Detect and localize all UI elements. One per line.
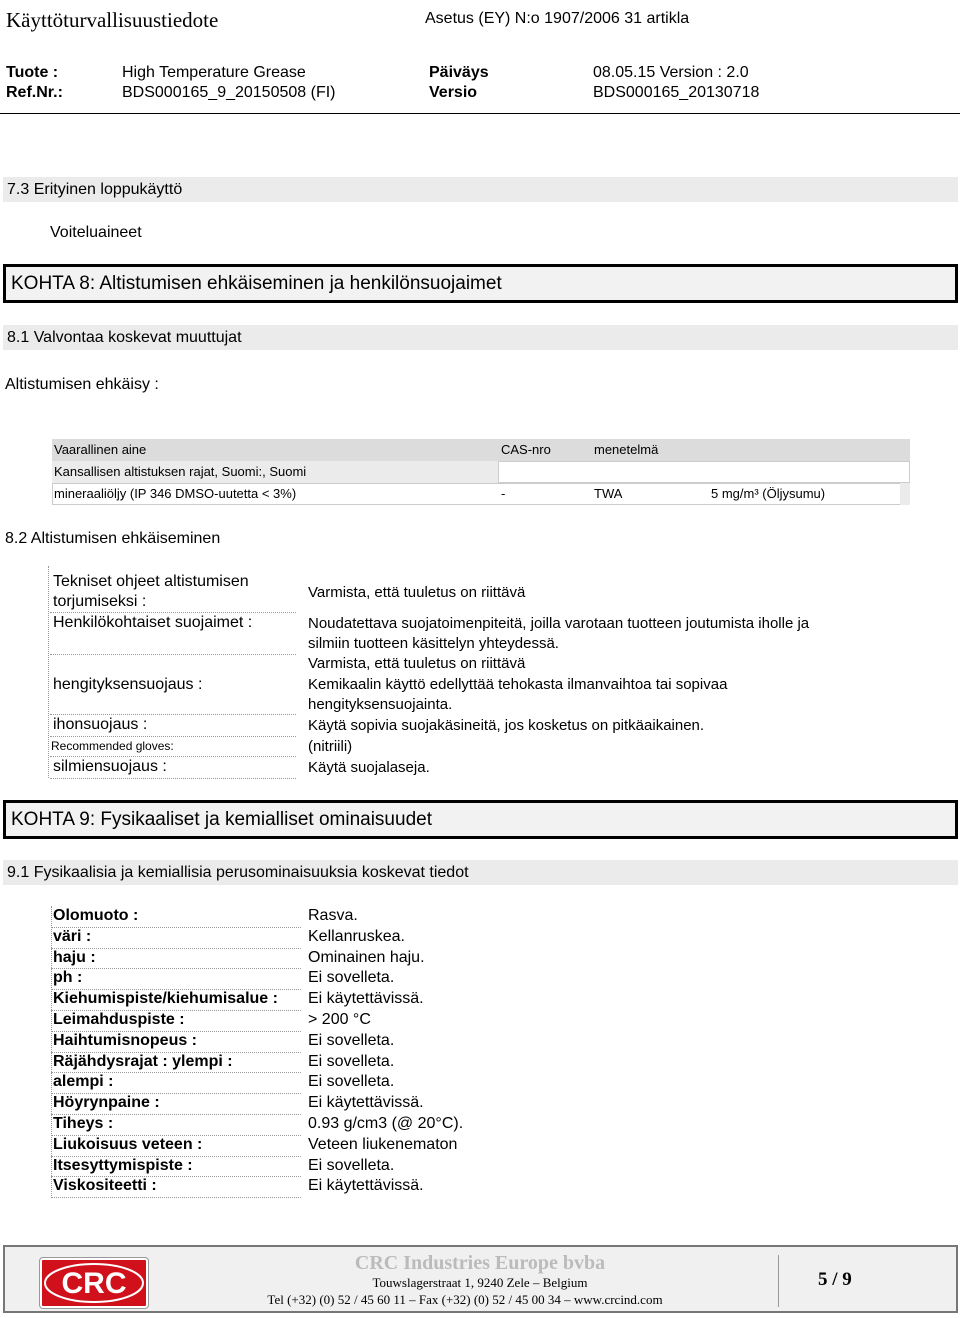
group-row-empty xyxy=(498,461,910,483)
section-7-3-text: Voiteluaineet xyxy=(50,224,142,241)
property-row-separator xyxy=(51,1197,301,1198)
product-label: Tuote : xyxy=(6,64,59,81)
ref-value: BDS000165_9_20150508 (FI) xyxy=(122,84,336,101)
section-9-heading: KOHTA 9: Fysikaaliset ja kemialliset ominaisuudet xyxy=(3,800,958,839)
document-title: Käyttöturvallisuustiedote xyxy=(6,8,219,32)
eye-protection-value: Käytä suojalaseja. xyxy=(308,759,430,776)
tech-control-label-2: torjumiseksi : xyxy=(53,593,147,610)
row-cas: - xyxy=(501,486,506,501)
property-label: Itsesyttymispiste : xyxy=(53,1156,193,1174)
property-value: Ei käytettävissä. xyxy=(308,1094,424,1112)
property-value: Ei sovelleta. xyxy=(308,1073,395,1091)
skin-protection-label: ihonsuojaus : xyxy=(53,716,148,733)
col-method-header: menetelmä xyxy=(594,442,659,457)
row-limit-value: 5 mg/m³ (Öljysumu) xyxy=(711,486,826,501)
props-left-border xyxy=(51,906,52,1198)
ref-label: Ref.Nr.: xyxy=(6,84,63,101)
property-value: Rasva. xyxy=(308,907,358,924)
property-label: Liukoisuus veteen : xyxy=(53,1135,203,1153)
row-separator xyxy=(50,612,296,613)
skin-protection-value: Käytä sopivia suojakäsineitä, jos kosketus on pitkäaikainen. xyxy=(308,717,705,734)
section-9-1-title: 9.1 Fysikaalisia ja kemiallisia perusominaisuuksia koskevat tiedot xyxy=(3,860,958,885)
property-label: haju : xyxy=(53,948,96,966)
limits-group-label: Kansallisen altistuksen rajat, Suomi:, Suomi xyxy=(54,464,307,479)
property-label: Kiehumispiste/kiehumisalue : xyxy=(53,990,278,1008)
col-substance-header: Vaarallinen aine xyxy=(54,442,147,457)
property-value: Ei sovelleta. xyxy=(308,969,395,987)
product-value: High Temperature Grease xyxy=(122,64,306,81)
respiratory-value-2: hengityksensuojainta. xyxy=(308,696,453,713)
property-label: Höyrynpaine : xyxy=(53,1094,160,1112)
header-divider xyxy=(0,113,960,114)
personal-protection-value-2: silmiin tuotteen käsittelyn yhteydessä. xyxy=(308,635,559,652)
section-8-heading: KOHTA 8: Altistumisen ehkäiseminen ja henkilönsuojaimet xyxy=(3,264,958,303)
section-8-1-subtitle: Altistumisen ehkäisy : xyxy=(5,376,159,393)
version-label: Versio xyxy=(429,84,478,101)
property-label: Räjähdysrajat : ylempi : xyxy=(53,1052,233,1070)
date-value: 08.05.15 Version : 2.0 xyxy=(593,64,749,81)
personal-protection-label: Henkilökohtaiset suojaimet : xyxy=(53,614,253,631)
property-label: Haihtumisnopeus : xyxy=(53,1031,198,1049)
property-label: ph : xyxy=(53,969,83,987)
crc-logo-text: CRC xyxy=(61,1267,127,1300)
table-header-row xyxy=(52,439,910,461)
property-label: alempi : xyxy=(53,1073,114,1091)
gloves-label: Recommended gloves: xyxy=(51,739,174,753)
footer-address: Touwslagerstraat 1, 9240 Zele – Belgium xyxy=(372,1275,588,1290)
row-separator xyxy=(50,714,296,715)
property-value: Ei sovelleta. xyxy=(308,1052,395,1070)
property-row-separator xyxy=(51,968,301,969)
property-value: 0.93 g/cm3 (@ 20°C). xyxy=(308,1115,464,1132)
row-separator xyxy=(50,736,296,737)
property-value: Ei sovelleta. xyxy=(308,1156,395,1174)
section-8-1-title: 8.1 Valvontaa koskevat muuttujat xyxy=(3,325,958,350)
respiratory-label: hengityksensuojaus : xyxy=(53,676,203,693)
property-value: Ei sovelleta. xyxy=(308,1031,395,1049)
respiratory-value-1: Kemikaalin käyttö edellyttää tehokasta ilmanvaihtoa tai sopivaa xyxy=(308,676,728,693)
gloves-value: (nitriili) xyxy=(308,738,353,755)
row-separator xyxy=(50,654,296,655)
property-value: Kellanruskea. xyxy=(308,927,405,945)
property-value: Ominainen haju. xyxy=(308,948,425,966)
page-number: 5 / 9 xyxy=(818,1269,852,1290)
tech-control-label-1: Tekniset ohjeet altistumisen xyxy=(53,573,249,590)
section-8-2-title: 8.2 Altistumisen ehkäiseminen xyxy=(5,530,221,547)
version-value: BDS000165_20130718 xyxy=(593,84,760,101)
date-label: Päiväys xyxy=(429,64,489,81)
row-separator xyxy=(50,756,296,757)
personal-protection-value-3: Varmista, että tuuletus on riittävä xyxy=(308,655,526,672)
table-row-endcap xyxy=(900,483,910,505)
left-dotted-border xyxy=(48,566,49,778)
footer-company: CRC Industries Europe bvba xyxy=(354,1252,606,1274)
property-label: Olomuoto : xyxy=(53,907,139,924)
property-label: Leimahduspiste : xyxy=(53,1011,185,1028)
section-7-3-title: 7.3 Erityinen loppukäyttö xyxy=(3,177,958,202)
personal-protection-value-1: Noudatettava suojatoimenpiteitä, joilla varotaan tuotteen joutumista iholle ja xyxy=(308,615,810,632)
tech-control-value: Varmista, että tuuletus on riittävä xyxy=(308,584,526,601)
row-method: TWA xyxy=(594,486,623,501)
row-substance: mineraaliöljy (IP 346 DMSO-uutetta < 3%) xyxy=(54,486,297,501)
property-label: Tiheys : xyxy=(53,1115,114,1132)
property-value: Ei käytettävissä. xyxy=(308,1177,424,1195)
property-value: Veteen liukenematon xyxy=(308,1135,458,1153)
property-value: Ei käytettävissä. xyxy=(308,990,424,1008)
row-separator xyxy=(50,778,296,779)
property-value: > 200 °C xyxy=(308,1011,371,1028)
regulation-reference: Asetus (EY) N:o 1907/2006 31 artikla xyxy=(425,10,690,27)
col-cas-header: CAS-nro xyxy=(501,442,551,457)
property-label: väri : xyxy=(53,927,92,945)
footer-contact: Tel (+32) (0) 52 / 45 60 11 – Fax (+32) (0) 52 / 45 00 34 – www.crcind.com xyxy=(267,1292,663,1307)
eye-protection-label: silmiensuojaus : xyxy=(53,758,167,775)
property-label: Viskositeetti : xyxy=(53,1177,157,1195)
